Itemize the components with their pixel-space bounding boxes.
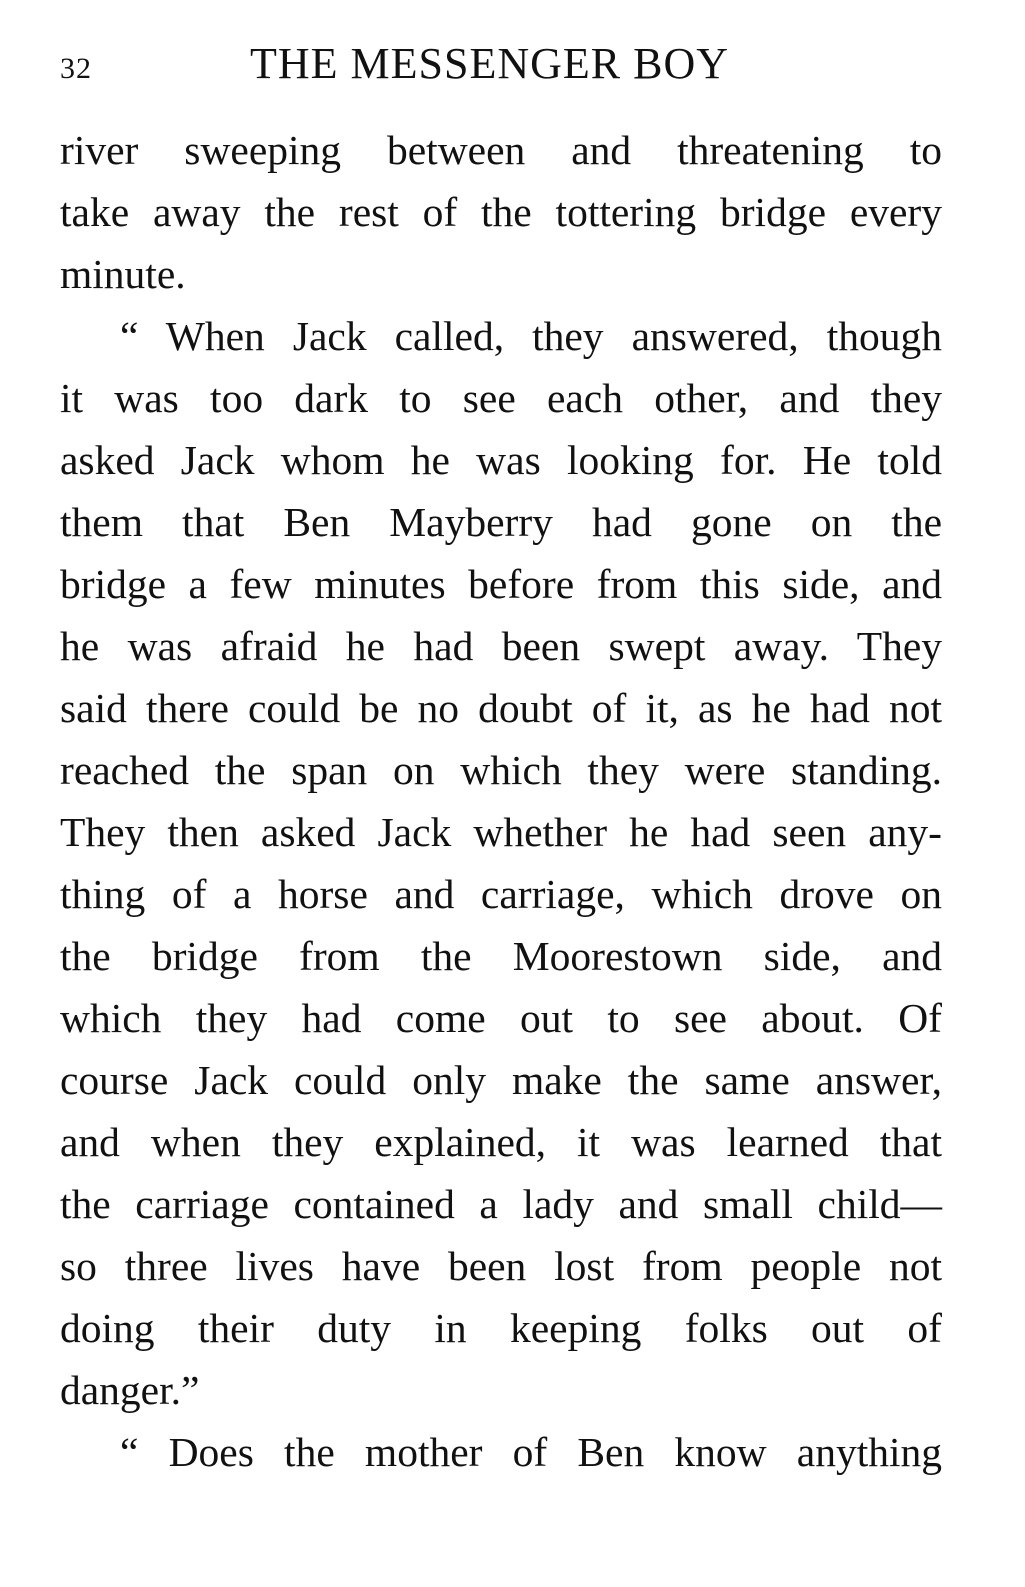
text-line: the bridge from the Moorestown side, and: [60, 933, 942, 979]
text-line: which they had come out to see about. Of: [60, 995, 942, 1041]
text-line: them that Ben Mayberry had gone on the: [60, 499, 942, 545]
text-line: “ Does the mother of Ben know anything: [120, 1429, 942, 1475]
text-line: river sweeping between and threatening to: [60, 127, 942, 173]
text-line: he was afraid he had been swept away. They: [60, 623, 942, 669]
page-number: 32: [60, 52, 92, 85]
text-line: danger.”: [60, 1367, 200, 1413]
text-line: They then asked Jack whether he had seen any-: [60, 809, 942, 855]
text-line: reached the span on which they were standing.: [60, 747, 942, 793]
text-line: doing their duty in keeping folks out of: [60, 1305, 942, 1351]
text-line: asked Jack whom he was looking for. He told: [60, 437, 942, 483]
text-line: so three lives have been lost from people not: [60, 1243, 942, 1289]
running-head: [60, 38, 942, 88]
text-line: it was too dark to see each other, and they: [60, 375, 942, 421]
text-line: take away the rest of the tottering bridge every: [60, 189, 942, 235]
text-line: and when they explained, it was learned that: [60, 1119, 942, 1165]
text-line: the carriage contained a lady and small child—: [60, 1181, 942, 1227]
text-line: bridge a few minutes before from this side, and: [60, 561, 942, 607]
book-title: THE MESSENGER BOY: [250, 39, 730, 88]
text-line: “ When Jack called, they answered, though: [120, 313, 942, 359]
text-line: minute.: [60, 251, 186, 297]
text-line: thing of a horse and carriage, which drove on: [60, 871, 942, 917]
text-line: said there could be no doubt of it, as he had not: [60, 685, 942, 731]
body-text: [60, 119, 942, 1483]
text-line: course Jack could only make the same answer,: [60, 1057, 942, 1103]
